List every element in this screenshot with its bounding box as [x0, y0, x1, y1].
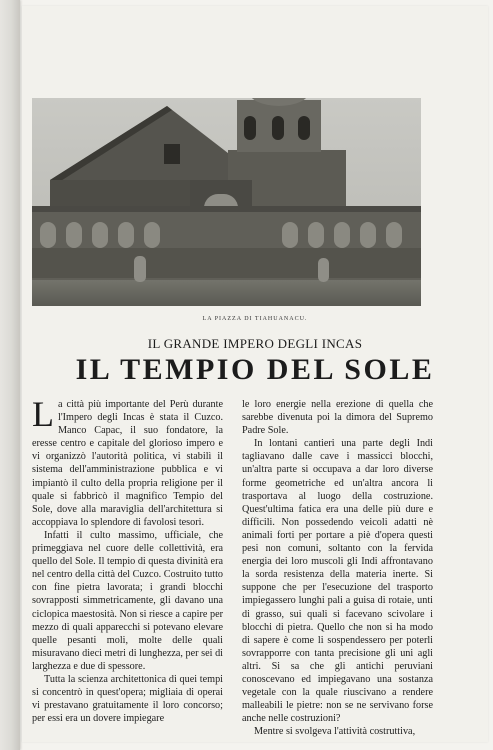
- photo-caption: LA PIAZZA DI TIAHUANACU.: [202, 316, 308, 322]
- paragraph: Mentre si svolgeva l'attività costruttiva,: [254, 726, 416, 738]
- church-illustration: [32, 98, 421, 306]
- paragraph: In lontani cantieri una parte degli Indi tagliavano dalle cave i massicci blocchi, un'altra parte si occupava a dar loro diverse forme geometriche ed un'altra ancora li trasportava al luogo della costruzione. Quest'ultima fatica era una delle più dure e difficili. Non possedendo veicoli adatti nè animali forti per portare a piè d'opera questi pesi non comuni, soltanto con la fervida energia dei loro muscoli gli Indi affrontavano la sorda resistenza della materia inerte. Si suppone che per l'esecuzione del trasporto impiegassero lunghi pali a guisa di rotaie, unti di grasso, sui quali si facevano scivolare i blocchi di pietra. Quello che non si ha modo di sapere è come li sospendessero per poterli sovrapporre con tanta precisione gli uni agli altri. Si sa che gli antichi peruviani conoscevano ed impiegavano una sostanza vegetale con la quale riuscivano a rendere malleabili le pietre: non se ne servivano forse anche nelle costruzioni?: [242, 438, 433, 725]
- page-edge: [0, 0, 20, 750]
- magazine-page: [22, 6, 488, 742]
- paragraph: [32, 394, 223, 529]
- paragraph: Infatti il culto massimo, ufficiale, che primeggiava nel cuore delle collettività, era quello del Sole. Il tempio di questa divinità era nel centro della città del Cuzco. Costruito tutto con fine pietra lavorata; i grandi blocchi sovrapposti simmetricamente, gli davano una ciclopica maestosità. Non si riesce a capire per mezzo di quali apparecchi si potevano elevare quelle pesanti moli, molte delle quali misuravano dieci metri di lunghezza, per sei di larghezza e due di spessore.: [32, 529, 223, 672]
- paragraph: Tutta la scienza architettonica di quei tempi si concentrò in quest'opera; migliaia di operai vi prestavano gratuitamente il loro concorso; per essi era un dovere impiegare: [32, 673, 223, 725]
- church-photograph: [32, 98, 421, 306]
- paragraph-text: a città più importante del Perù durante l'Impero degli Incas è stata il Cuzco. Manco Capac, il suo fondatore, la eresse centro e capitale del glorioso impero e vi organizzò l'autorità politica, vi stabilì il sistema dell'amministrazione pubblica e vi impiantò il culto della propria religione per il quale si fabbricò il magnifico Tempio del Sole, dove alla maraviglia dell'architettura si accoppiava lo splendore di favolosi tesori.: [32, 399, 223, 528]
- article-title: IL TEMPIO DEL SOLE: [75, 353, 435, 386]
- paragraph: le loro energie nella erezione di quella che sarebbe divenuta poi la dimora del Supremo Padre Sole.: [242, 399, 433, 437]
- article-kicker: IL GRANDE IMPERO DEGLI INCAS: [147, 336, 363, 351]
- article-column-right: [242, 398, 433, 738]
- drop-cap: L: [32, 394, 54, 434]
- article-column-left: [32, 394, 223, 725]
